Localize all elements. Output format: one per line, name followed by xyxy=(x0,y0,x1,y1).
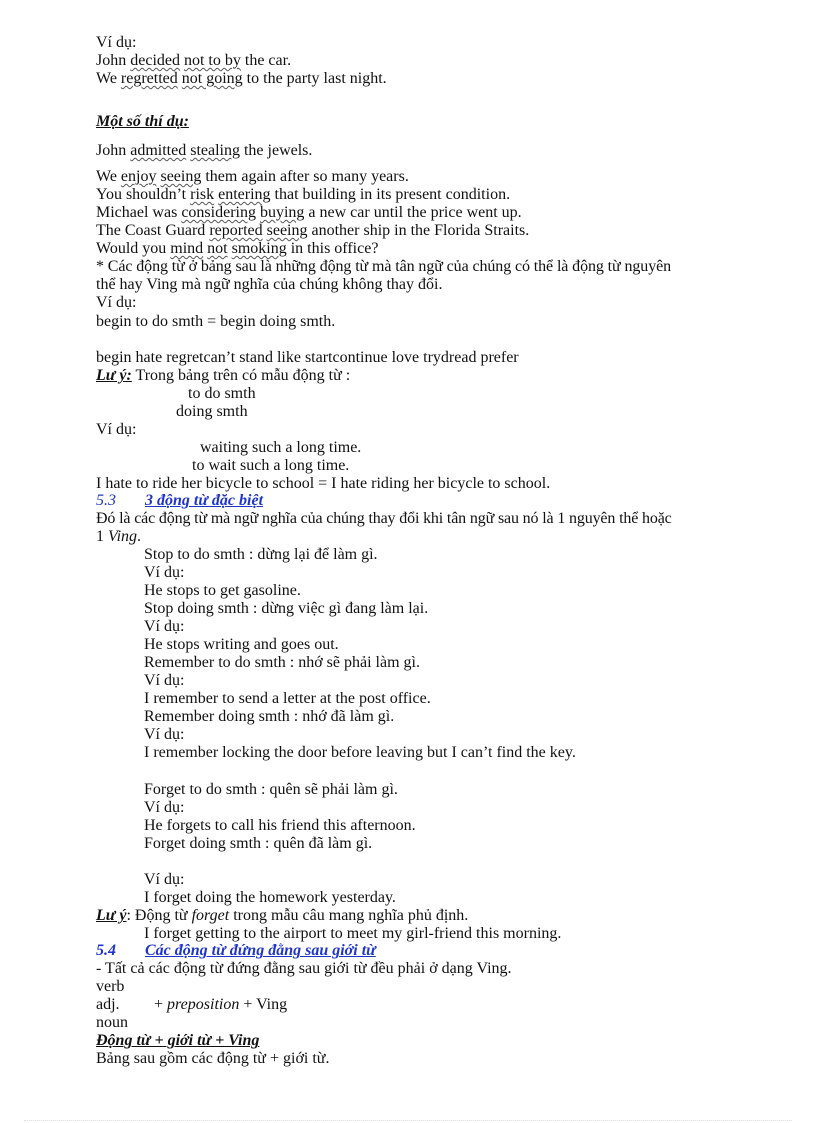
note-label: Lư ý xyxy=(96,907,127,924)
note-label: Lư ý: xyxy=(96,367,132,384)
example-sentence: to wait such a long time. xyxy=(192,457,350,474)
section-desc: Đó là các động từ mà ngữ nghĩa của chúng thay đổi khi tân ngữ sau nó là 1 nguyên thể hoặc xyxy=(96,510,672,527)
example-sentence: Would you mind not smoking in this office? xyxy=(96,240,379,257)
verb-pattern: Stop doing smth : dừng việc gì đang làm lại. xyxy=(144,600,429,617)
example-label: Ví dụ: xyxy=(144,726,185,743)
example-sentence: Michael was considering buying a new car until the price went up. xyxy=(96,204,522,221)
example-label: Ví dụ: xyxy=(144,564,185,581)
pattern-option: to do smth xyxy=(188,385,256,402)
note-line: Lư ý: Động từ forget trong mẫu câu mang nghĩa phủ định. xyxy=(96,907,469,924)
example-label: Ví dụ: xyxy=(144,672,185,689)
example-sentence: The Coast Guard reported seeing another ship in the Florida Straits. xyxy=(96,222,530,239)
example-sentence: I remember locking the door before leaving but I can’t find the key. xyxy=(144,744,576,761)
verb-pattern: Forget doing smth : quên đã làm gì. xyxy=(144,835,373,852)
example-sentence: John decided not to by the car. xyxy=(96,52,292,69)
example-sentence: He stops writing and goes out. xyxy=(144,636,339,653)
note-text: * Các động từ ở bảng sau là những động từ mà tân ngữ của chúng có thể là động từ nguyên xyxy=(96,258,672,275)
example-sentence: We enjoy seeing them again after so many years. xyxy=(96,168,409,185)
section-desc: - Tất cả các động từ đứng đằng sau giới từ đều phải ở dạng Ving. xyxy=(96,960,512,977)
note-text: thể hay Ving mà ngữ nghĩa của chúng không thay đổi. xyxy=(96,276,443,293)
formula-verb: verb xyxy=(96,978,125,995)
example-label: Ví dụ: xyxy=(144,618,185,635)
page-footer-divider xyxy=(24,1120,792,1121)
example-sentence: He forgets to call his friend this afternoon. xyxy=(144,817,416,834)
example-label: Ví dụ: xyxy=(144,799,185,816)
pattern-option: doing smth xyxy=(176,403,248,420)
section-desc: 1 Ving. xyxy=(96,528,142,545)
example-sentence: begin to do smth = begin doing smth. xyxy=(96,313,336,330)
section-desc: Bảng sau gồm các động từ + giới từ. xyxy=(96,1050,330,1067)
example-sentence: John admitted stealing the jewels. xyxy=(96,142,313,159)
example-sentence: We regretted not going to the party last night. xyxy=(96,70,387,87)
formula-adj: adj. xyxy=(96,996,120,1013)
example-label: Ví dụ: xyxy=(96,34,137,51)
section-number: 5.3 xyxy=(96,492,116,509)
example-sentence: waiting such a long time. xyxy=(200,439,362,456)
verb-pattern: Forget to do smth : quên sẽ phải làm gì. xyxy=(144,781,398,798)
example-label: Ví dụ: xyxy=(96,421,137,438)
formula-noun: noun xyxy=(96,1014,128,1031)
formula: + preposition + Ving xyxy=(154,996,288,1013)
sub-heading: Động từ + giới từ + Ving xyxy=(96,1032,260,1049)
section-number: 5.4 xyxy=(96,942,116,959)
example-sentence: I forget getting to the airport to meet my girl-friend this morning. xyxy=(144,925,562,942)
verb-pattern: Stop to do smth : dừng lại để làm gì. xyxy=(144,546,378,563)
example-label: Ví dụ: xyxy=(144,871,185,888)
verb-pattern: Remember to do smth : nhớ sẽ phải làm gì. xyxy=(144,654,420,671)
note-line: Lư ý: Trong bảng trên có mẫu động từ : xyxy=(96,367,351,384)
example-sentence: You shouldn’t risk entering that building in its present condition. xyxy=(96,186,511,203)
example-sentence: He stops to get gasoline. xyxy=(144,582,301,599)
verb-list: begin hate regretcan’t stand like startcontinue love trydread prefer xyxy=(96,349,519,366)
verb-pattern: Remember doing smth : nhớ đã làm gì. xyxy=(144,708,395,725)
example-sentence: I remember to send a letter at the post office. xyxy=(144,690,431,707)
section-heading: Một số thí dụ: xyxy=(96,113,189,130)
example-sentence: I hate to ride her bicycle to school = I hate riding her bicycle to school. xyxy=(96,475,551,492)
section-title: 3 động từ đặc biệt xyxy=(145,492,264,509)
example-label: Ví dụ: xyxy=(96,294,137,311)
example-sentence: I forget doing the homework yesterday. xyxy=(144,889,396,906)
section-title: Các động từ đứng đằng sau giới từ xyxy=(145,942,376,959)
